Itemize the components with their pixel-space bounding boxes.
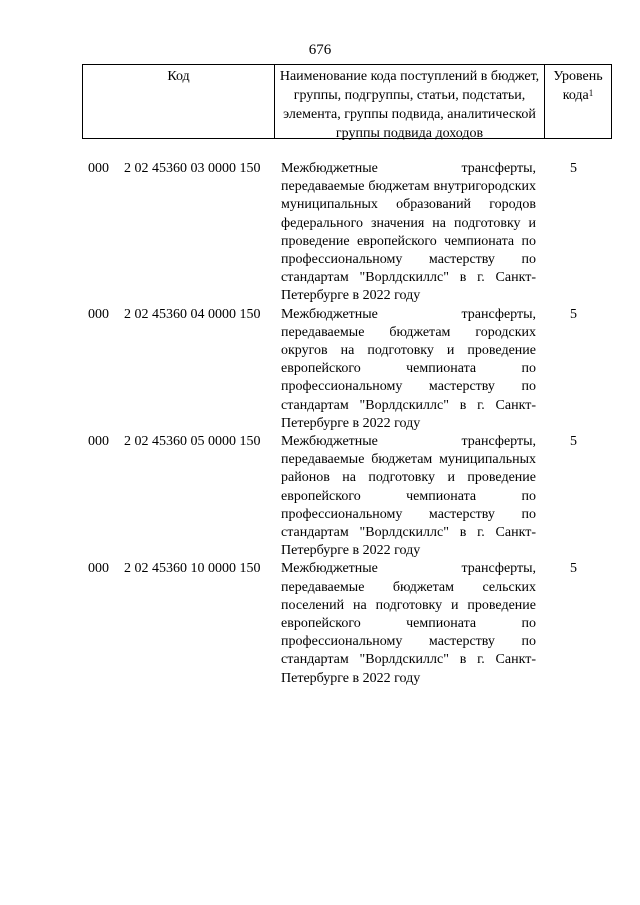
row-level: 5 bbox=[570, 434, 577, 450]
page-number: 676 bbox=[308, 42, 332, 58]
row-level: 5 bbox=[570, 161, 577, 176]
row-income-code: 2 02 45360 03 0000 150 bbox=[124, 161, 261, 176]
row-income-code: 2 02 45360 04 0000 150 bbox=[124, 306, 261, 322]
header-level-label: Уровень кода bbox=[553, 69, 603, 103]
table-row bbox=[0, 560, 640, 687]
row-admin-code: 000 bbox=[88, 561, 109, 577]
table-row bbox=[0, 433, 640, 560]
row-name: Межбюджетные трансферты, передаваемые бюджетам муниципальных районов на подготовку и проведение европейского чемпионата по профессиональному мастерству по стандартам "Ворлдскиллс" в г. Санкт-Петербурге в 2022 году bbox=[281, 434, 536, 559]
row-income-code: 2 02 45360 10 0000 150 bbox=[124, 561, 261, 577]
table-row bbox=[0, 160, 640, 306]
row-name: Межбюджетные трансферты, передаваемые бюджетам сельских поселений на подготовку и проведение европейского чемпионата по профессиональному мастерству по стандартам "Ворлдскиллс" в г. Санкт-Петербурге в 2022 году bbox=[281, 561, 536, 686]
row-admin-code: 000 bbox=[88, 306, 109, 322]
row-admin-code: 000 bbox=[88, 161, 109, 176]
table-header bbox=[82, 64, 612, 139]
header-code: Код bbox=[83, 65, 275, 138]
row-admin-code: 000 bbox=[88, 434, 109, 450]
header-level bbox=[545, 65, 611, 138]
header-name: Наименование кода поступлений в бюджет, группы, подгруппы, статьи, подстатьи, элемента, группы подвида, аналитической группы подвида доходов bbox=[275, 65, 545, 138]
row-level: 5 bbox=[570, 306, 577, 322]
row-level: 5 bbox=[570, 561, 577, 577]
row-name: Межбюджетные трансферты, передаваемые бюджетам внутригородских муниципальных образований городов федерального значения на подготовку и проведение европейского чемпионата по профессиональному мастерству по стандартам "Ворлдскиллс" в г. Санкт-Петербурге в 2022 году bbox=[281, 161, 536, 304]
table-body bbox=[0, 160, 640, 688]
header-level-footnote: 1 bbox=[588, 88, 594, 98]
row-income-code: 2 02 45360 05 0000 150 bbox=[124, 434, 261, 450]
row-name: Межбюджетные трансферты, передаваемые бюджетам городских округов на подготовку и проведение европейского чемпионата по профессиональному мастерству по стандартам "Ворлдскиллс" в г. Санкт-Петербурге в 2022 году bbox=[281, 306, 536, 431]
table-row bbox=[0, 306, 640, 433]
